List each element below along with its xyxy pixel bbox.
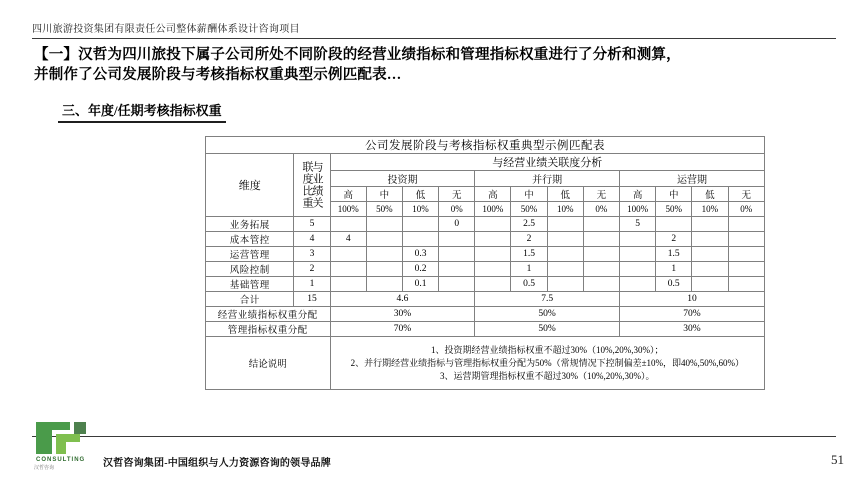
percent-cell: 0% (728, 202, 765, 217)
row-cell (619, 232, 655, 247)
percent-cell: 50% (366, 202, 402, 217)
row-cell (692, 217, 728, 232)
footer-divider (32, 436, 836, 437)
row-cell: 5 (619, 217, 655, 232)
row-cell (330, 277, 366, 292)
row-weight: 5 (294, 217, 330, 232)
row-cell (692, 247, 728, 262)
alloc-mgmt-parallel: 50% (475, 322, 620, 337)
table-row (206, 262, 765, 277)
row-cell (547, 262, 583, 277)
row-cell: 0.5 (511, 277, 547, 292)
sum-parallel: 7.5 (475, 292, 620, 307)
percent-cell: 0% (583, 202, 619, 217)
row-cell (619, 262, 655, 277)
row-cell (692, 232, 728, 247)
logo-text: CONSULTING (36, 457, 86, 463)
row-label: 运营管理 (206, 247, 294, 262)
row-cell: 0.5 (656, 277, 692, 292)
row-cell: 1.5 (511, 247, 547, 262)
percent-cell: 100% (475, 202, 511, 217)
percent-cell: 100% (619, 202, 655, 217)
row-label: 业务拓展 (206, 217, 294, 232)
row-cell (330, 247, 366, 262)
alloc-mgmt-operation: 30% (619, 322, 764, 337)
row-cell (439, 232, 475, 247)
row-cell (692, 262, 728, 277)
row-cell: 1 (656, 262, 692, 277)
percent-cell: 10% (547, 202, 583, 217)
row-cell: 0.3 (402, 247, 438, 262)
alloc-perf-investment: 30% (330, 307, 475, 322)
row-cell (619, 277, 655, 292)
logo-mark-icon (30, 418, 92, 458)
row-cell (475, 217, 511, 232)
matrix-table-container (205, 136, 765, 390)
row-cell: 0.1 (402, 277, 438, 292)
level-cell: 中 (511, 187, 547, 202)
row-cell: 1 (511, 262, 547, 277)
footer-tagline: 汉哲咨询集团-中国组织与人力资源咨询的领导品牌 (103, 458, 331, 469)
header-weight-ratio-text: 与业绩关联度比重 (301, 161, 324, 209)
percent-cell: 50% (656, 202, 692, 217)
row-cell (366, 217, 402, 232)
row-cell (728, 232, 765, 247)
percent-cell: 10% (692, 202, 728, 217)
row-cell (583, 262, 619, 277)
stage-parallel: 并行期 (475, 171, 620, 187)
table-conclusion-row (206, 337, 765, 390)
row-label: 风险控制 (206, 262, 294, 277)
row-cell: 0 (439, 217, 475, 232)
row-cell: 2 (656, 232, 692, 247)
level-cell: 高 (330, 187, 366, 202)
level-cell: 低 (547, 187, 583, 202)
table-title: 公司发展阶段与考核指标权重典型示例匹配表 (206, 137, 765, 154)
level-cell: 中 (656, 187, 692, 202)
logo-subtext: 汉哲咨询 (34, 465, 55, 471)
row-cell: 1.5 (656, 247, 692, 262)
percent-cell: 100% (330, 202, 366, 217)
row-cell (366, 262, 402, 277)
row-label: 基础管理 (206, 277, 294, 292)
row-cell (330, 217, 366, 232)
weight-matrix-table (205, 136, 765, 390)
row-label: 成本管控 (206, 232, 294, 247)
table-row (206, 232, 765, 247)
section-heading: 三、年度/任期考核指标权重 (58, 100, 226, 123)
conclusion-item: 2、并行期经营业绩指标与管理指标权重分配为50%（常规情况下控制偏差±10%，即40%,50%,60%） (350, 357, 745, 368)
row-cell (728, 277, 765, 292)
alloc-perf-operation: 70% (619, 307, 764, 322)
sum-label: 合计 (206, 292, 294, 307)
row-cell (547, 247, 583, 262)
row-cell: 2.5 (511, 217, 547, 232)
row-weight: 4 (294, 232, 330, 247)
row-cell (439, 262, 475, 277)
table-row (206, 277, 765, 292)
sum-operation: 10 (619, 292, 764, 307)
row-cell (475, 262, 511, 277)
conclusion-item: 1、投资期经营业绩指标权重不超过30%（10%,20%,30%）； (431, 344, 664, 355)
lead-line-1: 【一】汉哲为四川旅投下属子公司所处不同阶段的经营业绩指标和管理指标权重进行了分析和测算， (34, 47, 681, 63)
level-cell: 无 (728, 187, 765, 202)
row-cell (402, 217, 438, 232)
conclusion-label: 结论说明 (206, 337, 331, 390)
row-cell (619, 247, 655, 262)
stage-investment: 投资期 (330, 171, 475, 187)
row-cell: 4 (330, 232, 366, 247)
level-cell: 无 (439, 187, 475, 202)
table-row (206, 217, 765, 232)
level-cell: 无 (583, 187, 619, 202)
row-cell (366, 232, 402, 247)
document-header-title: 四川旅游投资集团有限责任公司整体薪酬体系设计咨询项目 (32, 24, 300, 35)
alloc-mgmt-label: 管理指标权重分配 (206, 322, 331, 337)
row-cell (547, 277, 583, 292)
level-cell: 高 (619, 187, 655, 202)
table-sum-row (206, 292, 765, 307)
row-cell (547, 232, 583, 247)
row-cell (439, 247, 475, 262)
percent-cell: 0% (439, 202, 475, 217)
alloc-perf-parallel: 50% (475, 307, 620, 322)
row-cell (728, 217, 765, 232)
table-title-row (206, 137, 765, 154)
row-cell (547, 217, 583, 232)
table-group-row (206, 154, 765, 171)
row-cell (728, 247, 765, 262)
row-cell (692, 277, 728, 292)
alloc-perf-label: 经营业绩指标权重分配 (206, 307, 331, 322)
row-cell (475, 232, 511, 247)
row-cell (402, 232, 438, 247)
sum-investment: 4.6 (330, 292, 475, 307)
row-cell (475, 277, 511, 292)
lead-paragraph (34, 45, 834, 85)
row-cell (366, 277, 402, 292)
header-dimension: 维度 (206, 154, 294, 217)
conclusion-text (330, 337, 764, 390)
alloc-mgmt-investment: 70% (330, 322, 475, 337)
stage-operation: 运营期 (619, 171, 764, 187)
header-group: 与经营业绩关联度分析 (330, 154, 764, 171)
row-cell: 2 (511, 232, 547, 247)
row-weight: 3 (294, 247, 330, 262)
row-cell (583, 277, 619, 292)
row-cell (366, 247, 402, 262)
row-cell (583, 232, 619, 247)
sum-weight: 15 (294, 292, 330, 307)
document-header (32, 20, 836, 39)
level-cell: 高 (475, 187, 511, 202)
row-weight: 1 (294, 277, 330, 292)
conclusion-item: 3、运营期管理指标权重不超过30%（10%,20%,30%）。 (440, 370, 655, 381)
lead-line-2: 并制作了公司发展阶段与考核指标权重典型示例匹配表… (34, 67, 402, 83)
percent-cell: 10% (402, 202, 438, 217)
table-alloc-management-row (206, 322, 765, 337)
table-row (206, 247, 765, 262)
level-cell: 低 (402, 187, 438, 202)
row-cell (439, 277, 475, 292)
row-cell (656, 217, 692, 232)
level-cell: 中 (366, 187, 402, 202)
table-alloc-performance-row (206, 307, 765, 322)
row-cell (475, 247, 511, 262)
percent-cell: 50% (511, 202, 547, 217)
row-weight: 2 (294, 262, 330, 277)
company-logo (30, 418, 92, 470)
row-cell (728, 262, 765, 277)
header-weight-ratio (294, 154, 330, 217)
row-cell (583, 247, 619, 262)
page-number: 51 (831, 452, 844, 467)
row-cell (583, 217, 619, 232)
row-cell (330, 262, 366, 277)
row-cell: 0.2 (402, 262, 438, 277)
level-cell: 低 (692, 187, 728, 202)
